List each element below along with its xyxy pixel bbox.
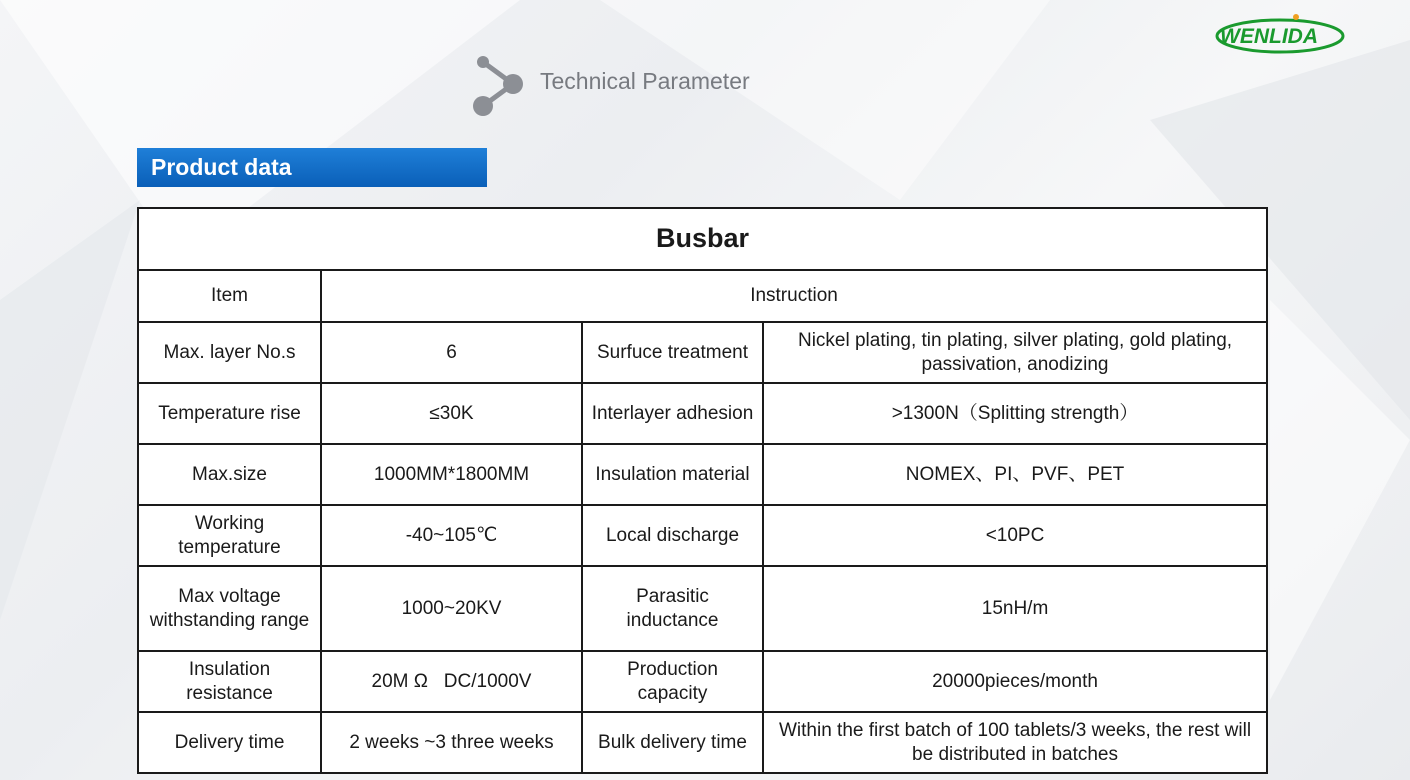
table-row: [138, 322, 1267, 383]
table-row: [138, 566, 1267, 651]
row-param: Interlayer adhesion: [582, 383, 763, 444]
row-param: Surfuce treatment: [582, 322, 763, 383]
row-item: Max voltage withstanding range: [138, 566, 321, 651]
row-item: Temperature rise: [138, 383, 321, 444]
row-item: Working temperature: [138, 505, 321, 566]
table-row: [138, 712, 1267, 773]
row-item: Delivery time: [138, 712, 321, 773]
table-row: [138, 383, 1267, 444]
product-data-banner: Product data: [137, 148, 487, 187]
header-item: Item: [138, 270, 321, 322]
row-item: Max. layer No.s: [138, 322, 321, 383]
row-value: 20M Ω DC/1000V: [321, 651, 582, 712]
row-value: 6: [321, 322, 582, 383]
row-detail: Nickel plating, tin plating, silver plating, gold plating, passivation, anodizing: [763, 322, 1267, 383]
row-value: 2 weeks ~3 three weeks: [321, 712, 582, 773]
row-item: Max.size: [138, 444, 321, 505]
row-value: -40~105℃: [321, 505, 582, 566]
table-row: [138, 651, 1267, 712]
wenlida-logo: [1214, 12, 1348, 58]
row-detail: NOMEX、PI、PVF、PET: [763, 444, 1267, 505]
row-detail: 20000pieces/month: [763, 651, 1267, 712]
row-detail: Within the first batch of 100 tablets/3 weeks, the rest will be distributed in batches: [763, 712, 1267, 773]
busbar-spec-table: [137, 207, 1268, 774]
row-param: Bulk delivery time: [582, 712, 763, 773]
row-value: ≤30K: [321, 383, 582, 444]
row-value: 1000~20KV: [321, 566, 582, 651]
row-param: Parasitic inductance: [582, 566, 763, 651]
svg-text:WENLIDA: WENLIDA: [1220, 25, 1318, 48]
table-row: [138, 444, 1267, 505]
network-nodes-icon: [470, 54, 528, 118]
section-title: Technical Parameter: [540, 68, 750, 94]
row-detail: <10PC: [763, 505, 1267, 566]
table-title: Busbar: [138, 208, 1267, 270]
row-detail: >1300N（Splitting strength）: [763, 383, 1267, 444]
row-param: Production capacity: [582, 651, 763, 712]
row-value: 1000MM*1800MM: [321, 444, 582, 505]
table-row: [138, 505, 1267, 566]
row-detail: 15nH/m: [763, 566, 1267, 651]
row-item: Insulation resistance: [138, 651, 321, 712]
table-header-row: [138, 270, 1267, 322]
header-instruction: Instruction: [321, 270, 1267, 322]
row-param: Insulation material: [582, 444, 763, 505]
row-param: Local discharge: [582, 505, 763, 566]
